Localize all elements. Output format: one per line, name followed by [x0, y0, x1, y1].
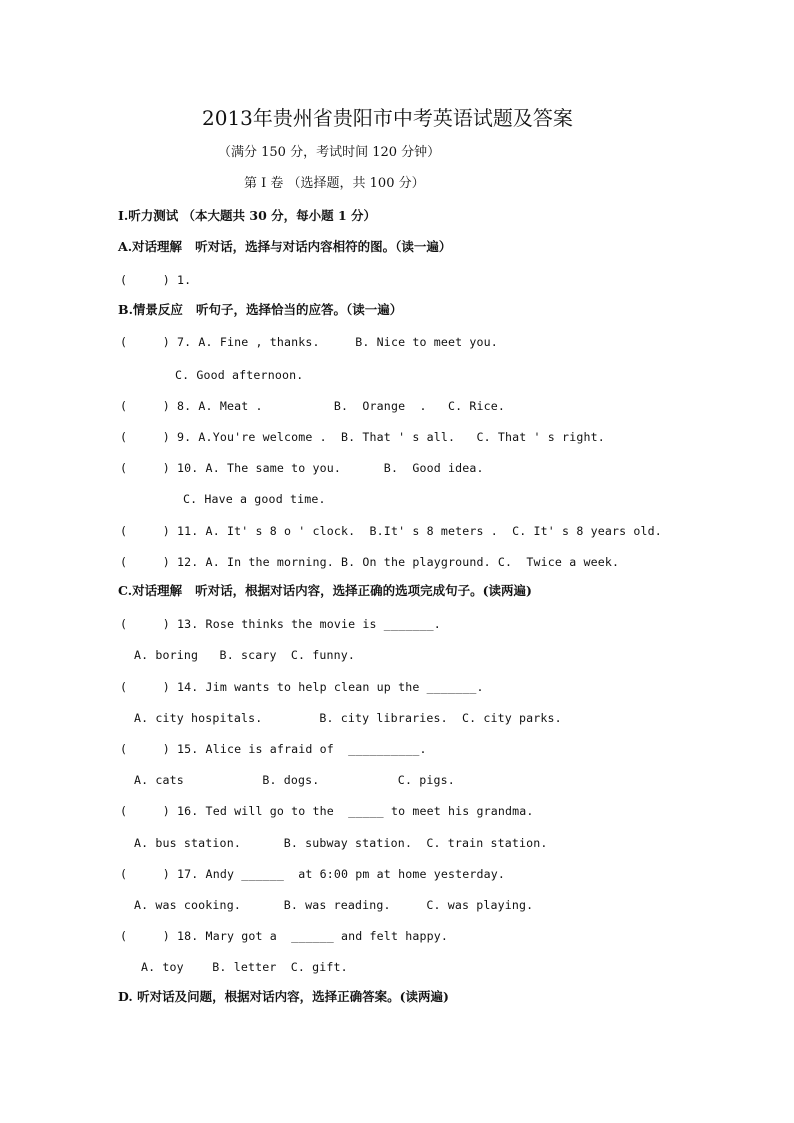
page-title: 2013年贵州省贵阳市中考英语试题及答案	[202, 106, 573, 130]
question-15-options: A. cats B. dogs. C. pigs.	[134, 773, 455, 787]
part-b-heading: B.情景反应 听句子，选择恰当的应答。（读一遍）	[118, 302, 403, 317]
question-15: ( ) 15. Alice is afraid of __________.	[120, 742, 427, 756]
part-a-heading: A.对话理解 听对话，选择与对话内容相符的图。（读一遍）	[118, 239, 452, 254]
question-9: ( ) 9. A.You're welcome . B. That ' s all. C. That ' s right.	[120, 430, 605, 444]
question-10: ( ) 10. A. The same to you. B. Good idea.	[120, 461, 484, 475]
question-7: ( ) 7. A. Fine , thanks. B. Nice to meet you.	[120, 335, 498, 349]
question-16: ( ) 16. Ted will go to the _____ to meet his grandma.	[120, 804, 534, 818]
subtitle: （满分 150 分，考试时间 120 分钟）	[218, 145, 441, 160]
question-7-option-c: C. Good afternoon.	[175, 368, 304, 382]
question-13: ( ) 13. Rose thinks the movie is _______.	[120, 617, 441, 631]
question-1: ( ) 1.	[120, 273, 192, 287]
question-13-options: A. boring B. scary C. funny.	[134, 648, 356, 662]
part-c-heading: C.对话理解 听对话，根据对话内容，选择正确的选项完成句子。(读两遍)	[118, 583, 532, 598]
question-14-options: A. city hospitals. B. city libraries. C. city parks.	[134, 711, 562, 725]
question-16-options: A. bus station. B. subway station. C. train station.	[134, 836, 548, 850]
volume-heading: 第 I 卷 （选择题，共 100 分）	[244, 176, 425, 191]
section-heading-listening: Ⅰ.听力测试 （本大题共 30 分，每小题 1 分）	[118, 208, 377, 223]
question-12: ( ) 12. A. In the morning. B. On the playground. C. Twice a week.	[120, 555, 620, 569]
question-11: ( ) 11. A. It' s 8 o ' clock. B.It' s 8 meters . C. It' s 8 years old.	[120, 524, 662, 538]
question-14: ( ) 14. Jim wants to help clean up the _______.	[120, 680, 484, 694]
question-8: ( ) 8. A. Meat . B. Orange . C. Rice.	[120, 399, 506, 413]
question-17-options: A. was cooking. B. was reading. C. was playing.	[134, 898, 534, 912]
question-10-option-c: C. Have a good time.	[183, 492, 326, 506]
question-18-options: A. toy B. letter C. gift.	[141, 960, 348, 974]
question-18: ( ) 18. Mary got a ______ and felt happy.	[120, 929, 448, 943]
part-d-heading: D. 听对话及问题，根据对话内容，选择正确答案。(读两遍)	[118, 989, 449, 1004]
question-17: ( ) 17. Andy ______ at 6:00 pm at home yesterday.	[120, 867, 506, 881]
